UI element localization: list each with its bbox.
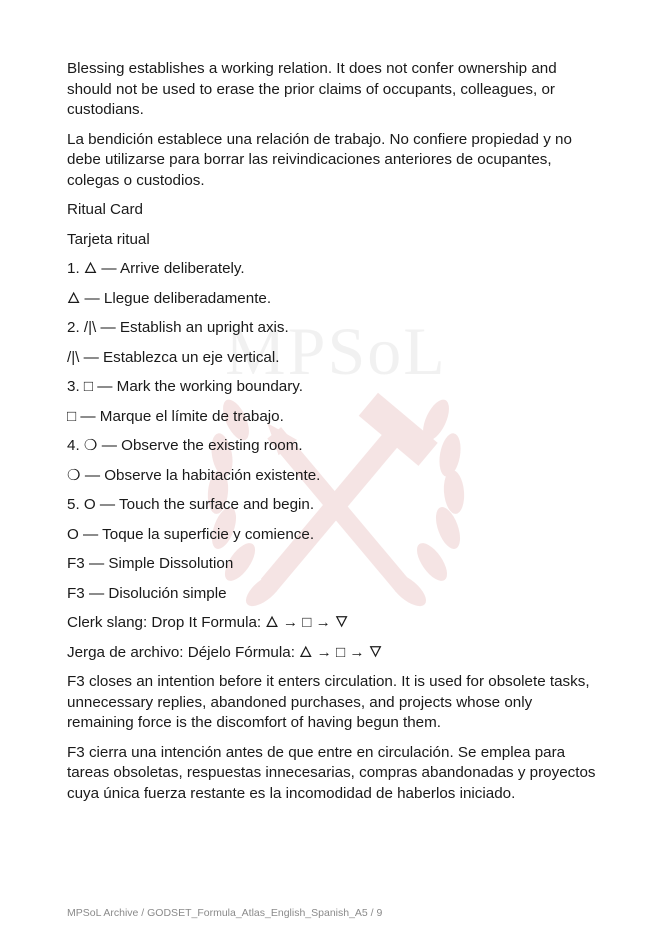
ritual-step-4-en: 4. ❍ — Observe the existing room. (67, 437, 303, 454)
ritual-step-3-en: 3. □ — Mark the working boundary. (67, 378, 303, 395)
ritual-step-2-en: 2. /|\ — Establish an upright axis. (67, 319, 289, 336)
ritual-step-1-en: 1. 🜂 — Arrive deliberately. (67, 260, 245, 277)
ritual-step-5-en: 5. O — Touch the surface and begin. (67, 496, 315, 513)
page-footer: MPSoL Archive / GODSET_Formula_Atlas_English_Spanish_A5 / 9 (67, 907, 383, 919)
formula-f3-title-en: F3 — Simple Dissolution (67, 555, 234, 572)
formula-f3-description-es: F3 cierra una intención antes de que entre en circulación. Se emplea para tareas obsoletas, respuestas innecesarias, compras abandonadas y proyectos cuya única fuerza restante es la incomodidad de haberlos iniciado. (67, 743, 596, 802)
document-body (67, 59, 597, 804)
watermark-text: MPSoL (225, 313, 447, 389)
formula-f3-description-en: F3 closes an intention before it enters circulation. It is used for obsolete tasks, unnecessary replies, abandoned purchases, and projects whose only remaining force is the discomfort of having begun them. (67, 673, 590, 731)
formula-f3-title-es: F3 — Disolución simple (67, 584, 227, 602)
heading-ritual-card-en: Ritual Card (67, 201, 143, 218)
heading-ritual-card-es: Tarjeta ritual (67, 230, 150, 248)
formula-f3-slang-en: Clerk slang: Drop It Formula: 🜂 → □ → 🜄 (67, 614, 349, 631)
formula-f3-slang-es: Jerga de archivo: Déjelo Fórmula: 🜂 → □ → 🜄 (67, 643, 383, 661)
ritual-step-3-es: □ — Marque el límite de trabajo. (67, 407, 284, 425)
ritual-step-2-es: /|\ — Establezca un eje vertical. (67, 348, 280, 366)
ritual-step-1-es: 🜂 — Llegue deliberadamente. (67, 289, 272, 307)
paragraph-blessing-en: Blessing establishes a working relation. It does not confer ownership and should not be used to erase the prior claims of occupants, colleagues, or custodians. (67, 60, 557, 118)
paragraph-blessing-es: La bendición establece una relación de trabajo. No confiere propiedad y no debe utilizarse para borrar las reivindicaciones anteriores de ocupantes, colegas o custodios. (67, 130, 572, 189)
ritual-step-4-es: ❍ — Observe la habitación existente. (67, 466, 321, 484)
ritual-step-5-es: O — Toque la superficie y comience. (67, 525, 315, 543)
